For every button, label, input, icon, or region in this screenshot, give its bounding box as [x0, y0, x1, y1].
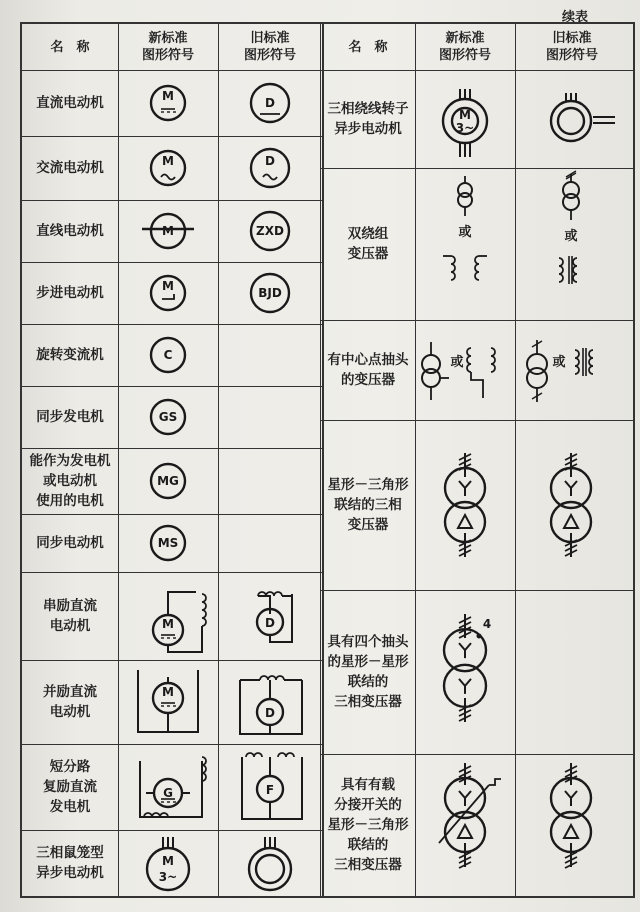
new-symbol-11 [118, 830, 218, 896]
new-symbol-label: M [162, 89, 174, 103]
old-symbol-r1 [515, 168, 629, 320]
tap-label: 4 [482, 617, 492, 631]
or-label: 或 [552, 355, 566, 370]
new-symbol-r1 [415, 168, 515, 320]
new-symbol-label: MG [157, 474, 179, 488]
old-symbol-2 [218, 200, 322, 262]
or-label: 或 [458, 225, 472, 240]
new-symbol-7 [118, 514, 218, 572]
new-symbol-r4 [415, 590, 515, 754]
left-header-name: 名 称 [50, 39, 90, 55]
new-symbol-label: GS [158, 410, 178, 424]
old-symbol-11 [218, 830, 322, 896]
or-label: 或 [450, 355, 464, 370]
row-name: 步进电动机 [36, 285, 104, 301]
row-name: 双绕组 变压器 [347, 226, 389, 262]
or-label: 或 [564, 229, 578, 244]
new-symbol-label: M [162, 154, 174, 168]
svg-text:G: G [163, 786, 173, 800]
row-name: 交流电动机 [36, 160, 104, 176]
new-symbol-0 [118, 70, 218, 136]
new-symbol-label: MS [157, 536, 179, 550]
svg-text:D: D [265, 706, 275, 720]
new-symbol-1 [118, 136, 218, 200]
new-symbol-r5 [415, 754, 515, 896]
row-name: 并励直流 电动机 [43, 684, 97, 720]
svg-text:M: M [459, 108, 471, 122]
old-symbol-10 [218, 744, 322, 830]
old-symbol-7 [218, 514, 322, 572]
new-symbol-5 [118, 386, 218, 448]
old-symbol-4 [218, 324, 322, 386]
continued-label: 续表 [561, 10, 588, 25]
row-name: 能作为发电机 或电动机 使用的电机 [29, 453, 111, 509]
new-symbol-8 [118, 572, 218, 660]
old-symbol-r3 [515, 420, 629, 590]
svg-text:3~: 3~ [455, 121, 475, 135]
old-symbol-3 [218, 262, 322, 324]
old-symbol-9 [218, 660, 322, 744]
old-symbol-label: BJD [258, 286, 282, 300]
new-symbol-r0 [415, 70, 515, 168]
left-header-old: 旧标准 图形符号 [243, 31, 296, 63]
old-symbol-5 [218, 386, 322, 448]
row-name: 旋转变流机 [36, 347, 104, 363]
svg-text:M: M [162, 854, 174, 868]
new-symbol-10 [118, 744, 218, 830]
svg-text:M: M [162, 617, 174, 631]
new-symbol-label: C [163, 348, 173, 362]
old-symbol-8 [218, 572, 322, 660]
row-name: 同步电动机 [36, 535, 104, 551]
new-symbol-r2 [415, 320, 515, 420]
new-symbol-3 [118, 262, 218, 324]
svg-text:3~: 3~ [158, 870, 178, 884]
svg-text:D: D [265, 616, 275, 630]
old-symbol-6 [218, 448, 322, 514]
new-symbol-9 [118, 660, 218, 744]
new-symbol-2 [118, 200, 218, 262]
row-name: 同步发电机 [36, 409, 104, 425]
row-name: 短分路 复励直流 发电机 [43, 759, 97, 815]
old-symbol-1 [218, 136, 322, 200]
row-name: 直线电动机 [36, 223, 104, 239]
svg-text:F: F [265, 783, 275, 797]
right-header-old: 旧标准 图形符号 [545, 31, 598, 63]
row-name: 具有四个抽头 的星形－星形 联结的 三相变压器 [327, 634, 409, 710]
row-name: 串励直流 电动机 [43, 598, 97, 634]
old-symbol-r0 [515, 70, 629, 168]
new-symbol-label: M [162, 279, 174, 293]
row-name: 具有有载 分接开关的 星形－三角形 联结的 三相变压器 [327, 777, 409, 873]
old-symbol-r5 [515, 754, 629, 896]
old-symbol-0 [218, 70, 322, 136]
old-symbol-r2 [515, 320, 629, 420]
new-symbol-label: M [162, 224, 174, 238]
old-symbol-label: D [265, 154, 275, 168]
new-symbol-4 [118, 324, 218, 386]
right-symbol-table [320, 22, 635, 898]
row-name: 星形－三角形 联结的三相 变压器 [327, 477, 409, 533]
left-symbol-table [20, 22, 324, 898]
row-name: 三相鼠笼型 异步电动机 [36, 845, 104, 881]
old-symbol-r4 [515, 590, 629, 754]
left-header-new: 新标准 图形符号 [141, 31, 194, 63]
svg-text:M: M [162, 685, 174, 699]
row-name: 直流电动机 [36, 95, 104, 111]
row-name: 三相绕线转子 异步电动机 [327, 101, 409, 137]
new-symbol-r3 [415, 420, 515, 590]
right-header-name: 名 称 [348, 39, 388, 55]
old-symbol-label: D [265, 96, 275, 110]
row-name: 有中心点抽头 的变压器 [327, 352, 409, 388]
right-header-new: 新标准 图形符号 [438, 31, 491, 63]
new-symbol-6 [118, 448, 218, 514]
old-symbol-label: ZXD [256, 224, 284, 238]
